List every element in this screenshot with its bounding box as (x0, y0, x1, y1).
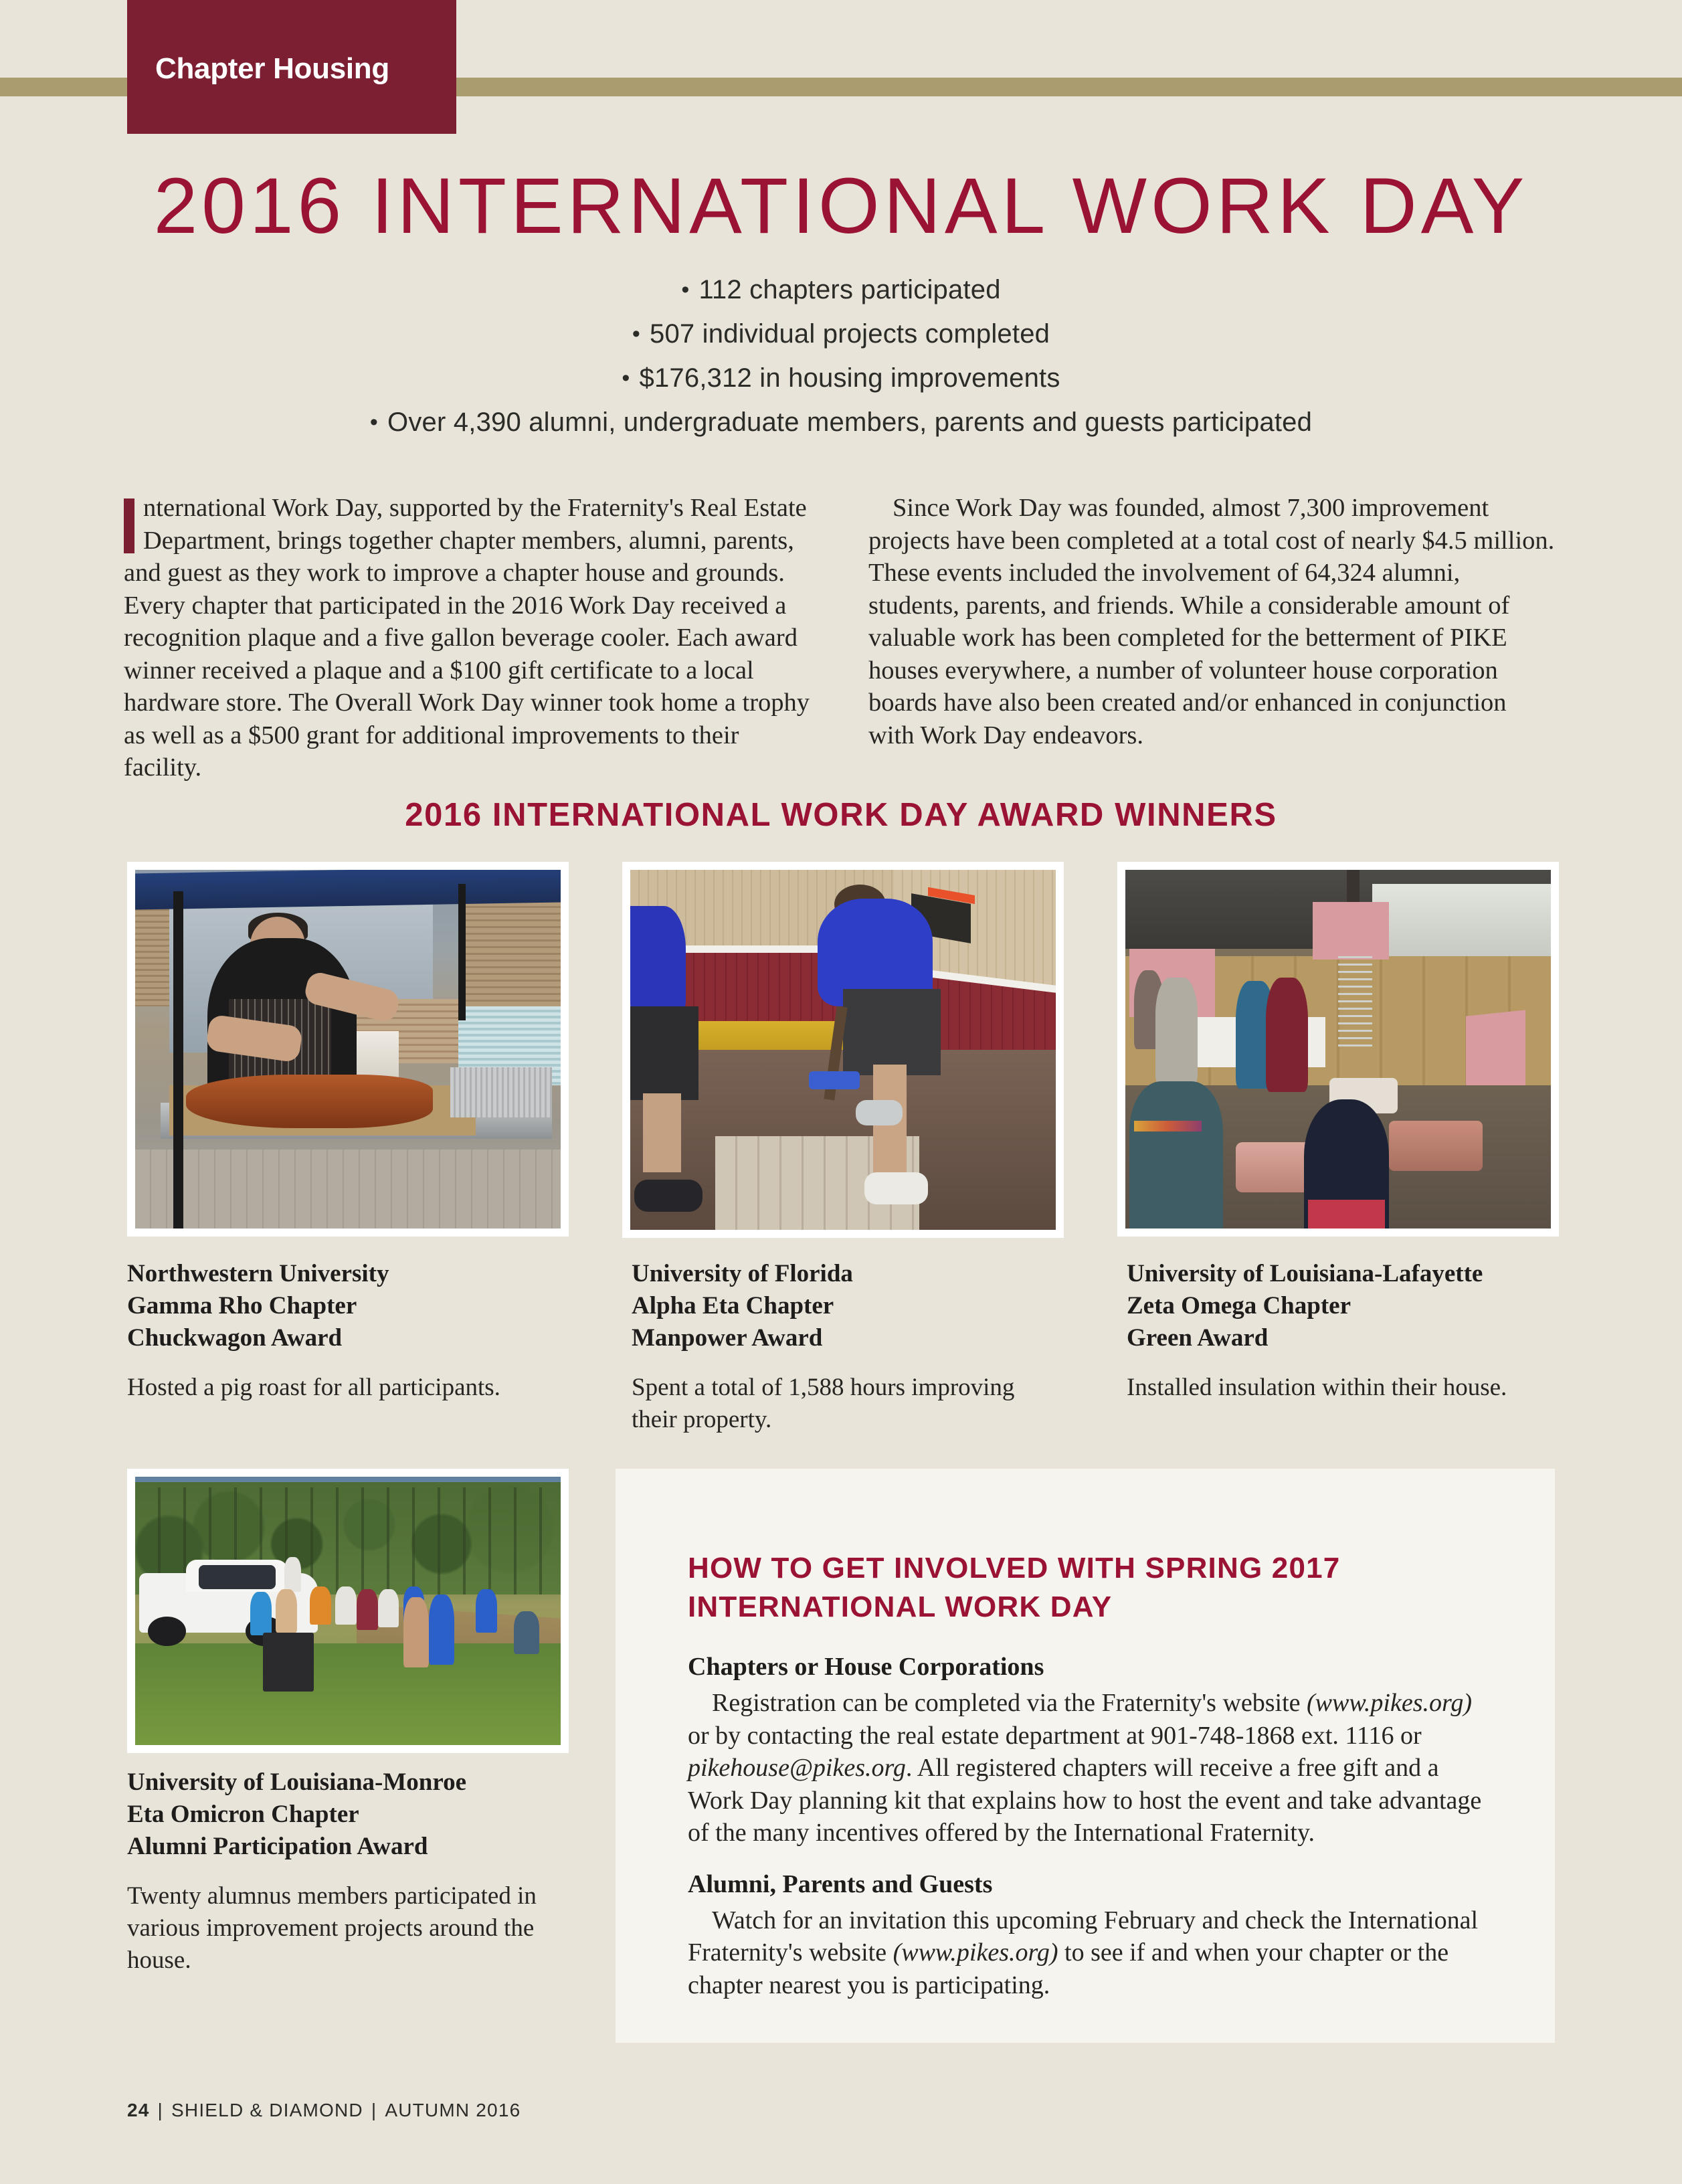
get-involved-paragraph-alumni (688, 1904, 1483, 2002)
stat-item (0, 268, 1682, 312)
award-caption-row (127, 1258, 1559, 1436)
award-chapter: Gamma Rho Chapter (127, 1292, 357, 1320)
award-school: University of Florida (632, 1260, 853, 1287)
get-involved-title-line2: INTERNATIONAL WORK DAY (688, 1590, 1113, 1623)
award-photo-cell-2 (622, 862, 1064, 1238)
para1-text-a: Registration can be completed via the Fraternity's website (712, 1689, 1307, 1717)
bullet-icon: • (681, 277, 690, 302)
stats-list (0, 268, 1682, 444)
photo-pig-roast (135, 870, 561, 1228)
photo-frame-4 (127, 1469, 569, 1753)
award-school: University of Louisiana-Lafayette (1127, 1260, 1483, 1287)
award-chapter: Alpha Eta Chapter (632, 1292, 834, 1320)
footer-page-number: 24 (127, 2100, 150, 2120)
body-column-right (868, 492, 1556, 784)
award-caption-1 (127, 1258, 569, 1436)
page-title: 2016 INTERNATIONAL WORK DAY (153, 162, 1529, 250)
award-caption-4 (127, 1766, 569, 1977)
stat-text: 507 individual projects completed (650, 319, 1050, 349)
pikes-url-2: (www.pikes.org) (893, 1938, 1058, 1967)
award-caption-3 (1117, 1258, 1559, 1436)
pikehouse-email: pikehouse@pikes.org (688, 1754, 906, 1782)
award-description: Spent a total of 1,588 hours improving their property. (632, 1374, 1015, 1433)
stat-text: Over 4,390 alumni, undergraduate members, parents and guests participated (387, 407, 1313, 437)
get-involved-subhead-chapters: Chapters or House Corporations (688, 1653, 1044, 1681)
photo-frame-3 (1117, 862, 1559, 1237)
photo-frame-2 (622, 862, 1064, 1238)
stat-item (0, 312, 1682, 356)
bullet-icon: • (622, 365, 630, 391)
award-name: Alumni Participation Award (127, 1833, 428, 1860)
section-tab-label: Chapter Housing (155, 52, 389, 85)
award-description: Installed insulation within their house. (1127, 1374, 1507, 1401)
award-school: Northwestern University (127, 1260, 389, 1287)
stat-text: 112 chapters participated (698, 275, 1001, 304)
section-tab (127, 0, 456, 134)
award-description: Hosted a pig roast for all participants. (127, 1374, 500, 1401)
footer-separator-1: | (157, 2100, 164, 2120)
photo-frame-1 (127, 862, 569, 1237)
para1-text-c: . All registered chapters will receive a free gift and a Work Day planning kit that explains how to host the event and take advantage of the many incentives offered by the International Fraternity. (688, 1754, 1482, 1847)
award-photo-row (127, 862, 1559, 1238)
award-name: Manpower Award (632, 1324, 823, 1352)
get-involved-paragraph-chapters (688, 1687, 1483, 1849)
stat-item (0, 400, 1682, 444)
award-photo-cell-1 (127, 862, 569, 1238)
award-photo-cell-3 (1117, 862, 1559, 1238)
pikes-url-1: (www.pikes.org) (1307, 1689, 1473, 1717)
para2-text-b: to see if and when your chapter or the chapter nearest you is participating. (688, 1938, 1449, 1999)
awards-heading: 2016 INTERNATIONAL WORK DAY AWARD WINNERS (405, 797, 1277, 833)
footer-issue: AUTUMN 2016 (385, 2100, 521, 2120)
drop-cap (124, 498, 134, 553)
get-involved-title-line1: HOW TO GET INVOLVED WITH SPRING 2017 (688, 1552, 1341, 1584)
award-school: University of Louisiana-Monroe (127, 1768, 467, 1796)
intro-paragraph-right: Since Work Day was founded, almost 7,300 improvement projects have been completed at a total cost of nearly $4.5 million. These events included the involvement of 64,324 alumni, students, parents, and friends. While a considerable amount of valuable work has been completed for the betterment of PIKE houses everywhere, a number of volunteer house corporation boards have also been created and/or enhanced in conjunction with Work Day endeavors. (868, 494, 1555, 749)
article-body (124, 492, 1556, 784)
award-name: Chuckwagon Award (127, 1324, 343, 1352)
get-involved-box (616, 1469, 1555, 2043)
photo-mopping (630, 870, 1056, 1230)
footer-separator-2: | (371, 2100, 377, 2120)
intro-paragraph-left: nternational Work Day, supported by the Fraternity's Real Estate Department, brings together chapter members, alumni, parents, and guest as they work to improve a chapter house and grounds. Every chapter that participated in the 2016 Work Day received a recognition plaque and a five gallon beverage cooler. Each award winner received a plaque and a $100 gift certificate to a local hardware store. The Overall Work Day winner took home a trophy as well as a $500 grant for additional improvements to their facility. (124, 494, 810, 782)
get-involved-title (688, 1549, 1483, 1627)
stat-item (0, 356, 1682, 400)
award-chapter: Eta Omicron Chapter (127, 1801, 359, 1828)
footer-publication: SHIELD & DIAMOND (171, 2100, 363, 2120)
page-footer (127, 2100, 521, 2121)
para1-text-b: or by contacting the real estate department at 901-748-1868 ext. 1116 or (688, 1721, 1422, 1750)
stat-text: $176,312 in housing improvements (639, 363, 1060, 393)
photo-insulation (1125, 870, 1551, 1228)
award-name: Green Award (1127, 1324, 1269, 1352)
body-column-left (124, 492, 811, 784)
award-description: Twenty alumnus members participated in various improvement projects around the house. (127, 1882, 537, 1974)
bullet-icon: • (632, 321, 641, 347)
photo-landscaping (135, 1477, 561, 1745)
get-involved-subhead-alumni: Alumni, Parents and Guests (688, 1870, 993, 1898)
para2-text-a: Watch for an invitation this upcoming February and check the International Fraternity's website (688, 1906, 1479, 1967)
award-caption-2 (622, 1258, 1064, 1436)
bullet-icon: • (369, 410, 379, 435)
award-chapter: Zeta Omega Chapter (1127, 1292, 1351, 1320)
